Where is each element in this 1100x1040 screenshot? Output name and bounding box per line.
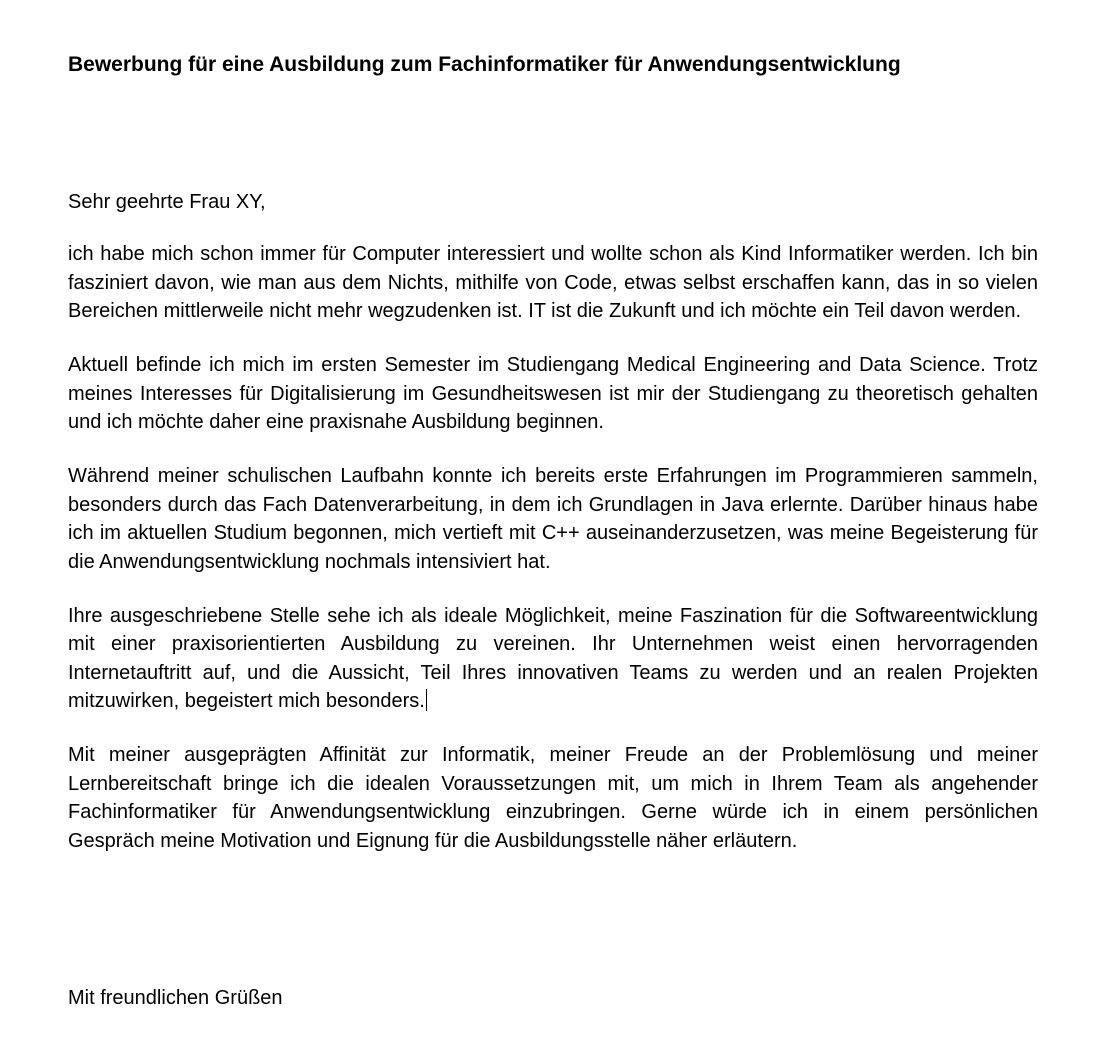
closing-line: Mit freundlichen Grüßen xyxy=(68,987,283,1009)
salutation: Sehr geehrte Frau XY, xyxy=(68,191,266,213)
letter-body xyxy=(68,240,1038,881)
paragraph-experience: Während meiner schulischen Laufbahn konnte ich bereits erste Erfahrungen im Programmieren sammeln, besonders durch das Fach Datenverarbeitung, in dem ich Grundlagen in Java erlernte. Darüber hinaus habe ich im aktuellen Studium begonnen, mich vertieft mit C++ auseinanderzusetzen, was meine Begeisterung für die Anwendungsentwicklung nochmals intensiviert hat. xyxy=(68,465,1038,573)
subject-line: Bewerbung für eine Ausbildung zum Fachinformatiker für Anwendungsentwicklung xyxy=(68,53,901,76)
paragraph-position xyxy=(68,602,1038,716)
paragraph-conclusion: Mit meiner ausgeprägten Affinität zur Informatik, meiner Freude an der Problemlösung und meiner Lernbereitschaft bringe ich die idealen Voraussetzungen mit, um mich in Ihrem Team als angehender Fachinformatiker für Anwendungsentwicklung einzubringen. Gerne würde ich in einem persönlichen Gespräch meine Motivation und Eignung für die Ausbildungsstelle näher erläutern. xyxy=(68,744,1038,852)
paragraph-motivation: ich habe mich schon immer für Computer interessiert und wollte schon als Kind Informatiker werden. Ich bin fasziniert davon, wie man aus dem Nichts, mithilfe von Code, etwas selbst erschaffen kann, das in so vielen Bereichen mittlerweile nicht mehr wegzudenken ist. IT ist die Zukunft und ich möchte ein Teil davon werden. xyxy=(68,243,1038,322)
text-cursor xyxy=(426,689,427,711)
paragraph-current-studies: Aktuell befinde ich mich im ersten Semester im Studiengang Medical Engineering and Data Science. Trotz meines Interesses für Digitalisierung im Gesundheitswesen ist mir der Studiengang zu theoretisch gehalten und ich möchte daher eine praxisnahe Ausbildung beginnen. xyxy=(68,354,1038,433)
paragraph-position-text: Ihre ausgeschriebene Stelle sehe ich als ideale Möglichkeit, meine Faszination für die Softwareentwicklung mit einer praxisorientierten Ausbildung zu vereinen. Ihr Unternehmen weist einen hervorragenden Internetauftritt auf, und die Aussicht, Teil Ihres innovativen Teams zu werden und an realen Projekten mitzuwirken, begeistert mich besonders. xyxy=(68,604,1038,712)
